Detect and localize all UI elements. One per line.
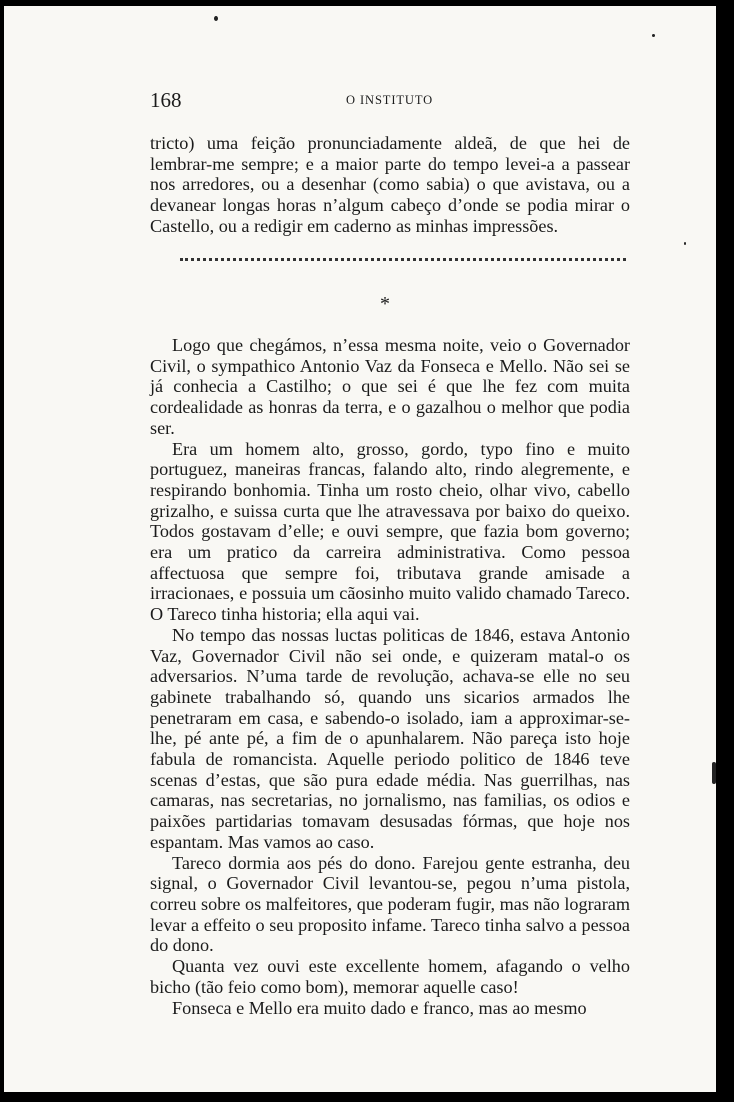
dotted-separator <box>180 258 626 261</box>
paragraph: Tareco dormia aos pés do dono. Farejou gente estranha, deu signal, o Governador Civil levantou-se, pegou n’uma pistola, correu sobre os malfeitores, que poderam fugir, mas não lograram levar a effeito o seu proposito infame. Tareco tinha salvo a pessoa do dono. <box>150 852 630 956</box>
ink-speck <box>652 34 655 37</box>
paragraph: No tempo das nossas luctas politicas de 1846, estava Antonio Vaz, Governador Civil não sei onde, e quizeram matal-o os adversarios. N’uma tarde de revolução, achava-se elle no seu gabinete trabalhando só, quando uns sicarios armados lhe penetraram em casa, e sabendo-o isolado, iam a approximar-se-lhe, pé ante pé, a fim de o apunhalarem. Não pareça isto hoje fabula de romancista. Aquelle periodo politico de 1846 teve scenas d’estas, que são pura edade média. Nas guerrilhas, nas camaras, nas secretarias, no jornalismo, nas familias, os odios e paixões partidarias tomavam desusadas fórmas, que hoje nos espantam. Mas vamos ao caso. <box>150 624 630 852</box>
paragraph: Quanta vez ouvi este excellente homem, afagando o velho bicho (tão feio como bom), memorar aquelle caso! <box>150 956 630 997</box>
paragraph: tricto) uma feição pronunciadamente aldeã, de que hei de lembrar-me sempre; e a maior parte do tempo levei-a a passear nos arredores, ou a desenhar (como sabia) o que avistava, ou a devanear longas horas n’algum cabeço d’onde se podia mirar o Castello, ou a redigir em caderno as minhas impressões. <box>150 133 630 236</box>
asterisk-separator: * <box>380 293 390 315</box>
ink-speck <box>684 242 686 245</box>
paragraph: Fonseca e Mello era muito dado e franco, mas ao mesmo <box>172 997 587 1018</box>
ink-speck <box>214 16 218 21</box>
page-number: 168 <box>150 88 182 112</box>
page-header <box>150 88 630 112</box>
running-title: O INSTITUTO <box>346 93 434 107</box>
paragraph: Era um homem alto, grosso, gordo, typo fino e muito portuguez, maneiras francas, falando alto, rindo alegremente, e respirando bonhomia. Tinha um rosto cheio, olhar vivo, cabello grizalho, e suissa curta que lhe atravessava por baixo do queixo. Todos gostavam d’elle; e ouvi sempre, que fazia bom governo; era um pratico da carreira administrativa. Como pessoa affectuosa que sempre foi, tributava grande amisade a irracionaes, e possuia um cãosinho muito valido chamado Tareco. O Tareco tinha historia; ella aqui vai. <box>150 438 630 625</box>
paragraph: Logo que chegámos, n’essa mesma noite, veio o Governador Civil, o sympathico Antonio Vaz da Fonseca e Mello. Não sei se já conhecia a Castilho; o que sei é que lhe fez com muita cordealidade as honras da terra, e o gazalhou o melhor que podia ser. <box>150 335 630 438</box>
text-section-1 <box>150 133 630 237</box>
text-section-2 <box>150 335 630 1018</box>
ink-speck <box>712 762 716 784</box>
book-page <box>4 6 716 1092</box>
